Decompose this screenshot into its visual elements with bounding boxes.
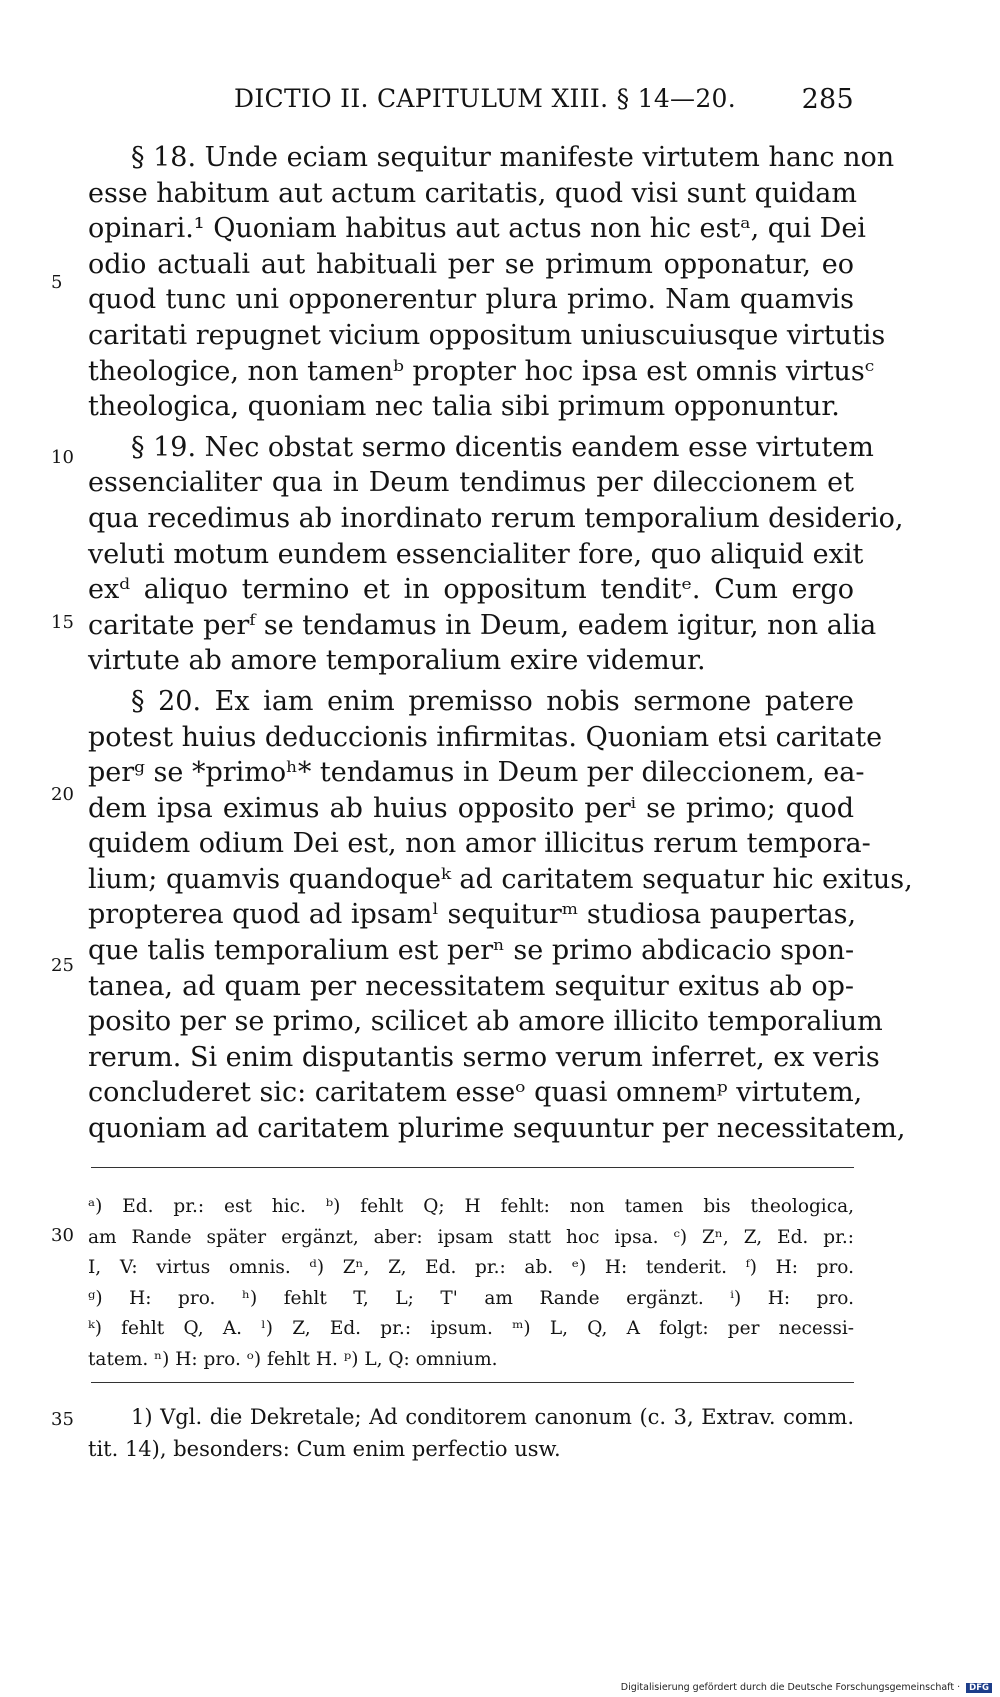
line-number: 20 bbox=[51, 784, 74, 805]
line-number: 35 bbox=[51, 1409, 74, 1430]
text-line: quidem odium Dei est, non amor illicitus rerum tempora- bbox=[88, 828, 871, 860]
apparatus-line: am Rande später ergänzt, aber: ipsam statt hoc ipsa. ᶜ) Zⁿ, Z, Ed. pr.: bbox=[88, 1226, 854, 1248]
text-line: que talis temporalium est perⁿ se primo abdicacio spon- bbox=[88, 935, 855, 967]
text-line: veluti motum eundem essencialiter fore, quo aliquid exit bbox=[88, 538, 864, 570]
apparatus-line: ᵏ) fehlt Q, A. ˡ) Z, Ed. pr.: ipsum. ᵐ) L, Q, A folgt: per necessi- bbox=[88, 1318, 854, 1339]
text-line: virtute ab amore temporalium exire videmur. bbox=[88, 645, 706, 677]
text-line: § 18. Unde eciam sequitur manifeste virtutem hanc non bbox=[131, 142, 895, 173]
critical-apparatus bbox=[88, 1192, 854, 1375]
text-line: propterea quod ad ipsamˡ sequiturᵐ studiosa paupertas, bbox=[88, 899, 857, 931]
source-footnotes bbox=[88, 1401, 854, 1465]
line-number: 15 bbox=[51, 612, 74, 633]
text-line: tanea, ad quam per necessitatem sequitur exitus ab op- bbox=[88, 970, 854, 1002]
text-line: lium; quamvis quandoqueᵏ ad caritatem sequatur hic exitus, bbox=[88, 863, 913, 895]
line-number: 5 bbox=[51, 272, 63, 293]
text-line: § 19. Nec obstat sermo dicentis eandem esse virtutem bbox=[131, 431, 874, 463]
footnote-divider bbox=[91, 1382, 854, 1383]
digitization-credit bbox=[621, 1682, 992, 1693]
text-line: dem ipsa eximus ab huius opposito perⁱ se primo; quod bbox=[88, 792, 854, 824]
text-line: potest huius deduccionis infirmitas. Quoniam etsi caritate bbox=[88, 721, 883, 753]
text-line: posito per se primo, scilicet ab amore illicito temporalium bbox=[88, 1006, 883, 1038]
text-line: quoniam ad caritatem plurime sequuntur per necessitatem, bbox=[88, 1113, 906, 1145]
footnote-line: 1) Vgl. die Dekretale; Ad conditorem canonum (c. 3, Extrav. comm. bbox=[131, 1405, 854, 1429]
text-line: concluderet sic: caritatem esseᵒ quasi omnemᵖ virtutem, bbox=[88, 1077, 863, 1109]
apparatus-divider bbox=[91, 1167, 854, 1168]
running-head bbox=[234, 84, 854, 120]
running-head-title: DICTIO II. CAPITULUM XIII. § 14—20. bbox=[234, 84, 736, 113]
text-line: perᵍ se *primoʰ* tendamus in Deum per dileccionem, ea- bbox=[88, 757, 865, 789]
credit-text: Digitalisierung gefördert durch die Deutsche Forschungsgemeinschaft · bbox=[620, 1682, 961, 1693]
text-line: rerum. Si enim disputantis sermo verum inferret, ex veris bbox=[88, 1041, 880, 1073]
text-line: caritati repugnet vicium oppositum uniuscuiusque virtutis bbox=[88, 319, 886, 351]
dfg-logo: DFG bbox=[966, 1683, 992, 1693]
text-line: esse habitum aut actum caritatis, quod visi sunt quidam bbox=[88, 177, 857, 209]
line-number: 10 bbox=[51, 447, 74, 468]
text-line: essencialiter qua in Deum tendimus per dileccionem et bbox=[88, 467, 854, 499]
apparatus-line: ᵃ) Ed. pr.: est hic. ᵇ) fehlt Q; H fehlt: non tamen bis theologica, bbox=[88, 1196, 854, 1217]
text-line: theologica, quoniam nec talia sibi primum opponuntur. bbox=[88, 391, 840, 423]
apparatus-line: tatem. ⁿ) H: pro. ᵒ) fehlt H. ᵖ) L, Q: omnium. bbox=[88, 1348, 498, 1370]
footnote-line: tit. 14), besonders: Cum enim perfectio usw. bbox=[88, 1437, 561, 1461]
line-number: 30 bbox=[51, 1225, 74, 1246]
text-line: exᵈ aliquo termino et in oppositum tenditᵉ. Cum ergo bbox=[88, 574, 854, 606]
page-number: 285 bbox=[801, 84, 854, 115]
text-line: opinari.¹ Quoniam habitus aut actus non hic estᵃ, qui Dei bbox=[88, 213, 866, 245]
main-text bbox=[88, 140, 913, 1147]
text-line: odio actuali aut habituali per se primum opponatur, eo bbox=[88, 248, 854, 280]
apparatus-line: ᵍ) H: pro. ʰ) fehlt T, L; T' am Rande ergänzt. ⁱ) H: pro. bbox=[88, 1287, 854, 1309]
apparatus-line: I, V: virtus omnis. ᵈ) Zⁿ, Z, Ed. pr.: ab. ᵉ) H: tenderit. ᶠ) H: pro. bbox=[88, 1257, 854, 1278]
text-line: caritate perᶠ se tendamus in Deum, eadem igitur, non alia bbox=[88, 609, 877, 641]
line-number: 25 bbox=[51, 955, 74, 976]
text-line: quod tunc uni opponerentur plura primo. Nam quamvis bbox=[88, 284, 854, 316]
text-line: qua recedimus ab inordinato rerum temporalium desiderio, bbox=[88, 502, 904, 534]
text-line: theologice, non tamenᵇ propter hoc ipsa est omnis virtusᶜ bbox=[88, 355, 875, 387]
text-line: § 20. Ex iam enim premisso nobis sermone patere bbox=[131, 685, 854, 717]
